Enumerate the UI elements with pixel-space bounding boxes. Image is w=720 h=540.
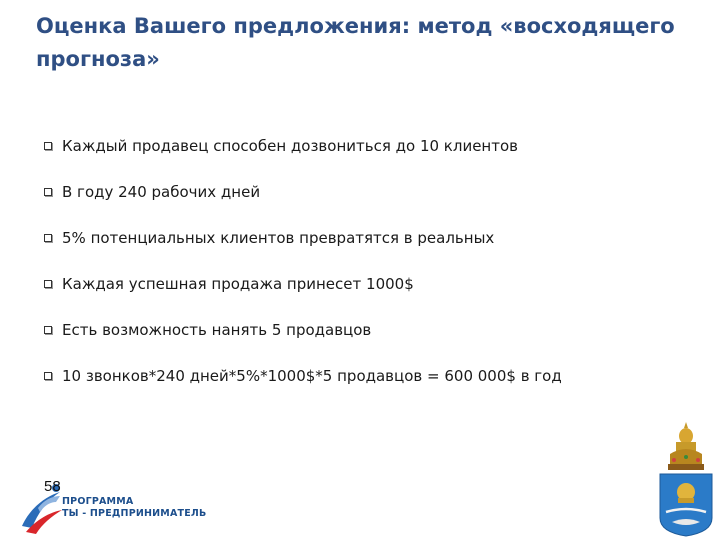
bullet-text: 10 звонков*240 дней*5%*1000$*5 продавцов = 600 000$ в год [62,367,562,385]
page-number: 58 [44,478,61,495]
bullet-item [44,353,684,399]
bullet-text: Есть возможность нанять 5 продавцов [62,321,372,339]
bullet-text: Каждый продавец способен дозвониться до 10 клиентов [62,137,518,155]
coat-of-arms-icon [652,420,720,538]
bullet-text: Каждая успешная продажа принесет 1000$ [62,275,414,293]
bullet-item [44,169,684,215]
logo-line-2: ТЫ - ПРЕДПРИНИМАТЕЛЬ [62,508,207,519]
square-bullet-icon [44,234,52,242]
bullet-item [44,261,684,307]
square-bullet-icon [44,372,52,380]
slide-title: Оценка Вашего предложения: метод «восходящего прогноза» [36,14,675,71]
square-bullet-icon [44,326,52,334]
square-bullet-icon [44,142,52,150]
bullet-item [44,307,684,353]
bullet-text: В году 240 рабочих дней [62,183,261,201]
bullet-item [44,215,684,261]
bullet-list [44,123,684,399]
bullet-text: 5% потенциальных клиентов превратятся в реальных [62,229,495,247]
program-logo-text [62,496,206,520]
square-bullet-icon [44,280,52,288]
square-bullet-icon [44,188,52,196]
bullet-item [44,123,684,169]
logo-line-1: ПРОГРАММА [62,496,134,507]
